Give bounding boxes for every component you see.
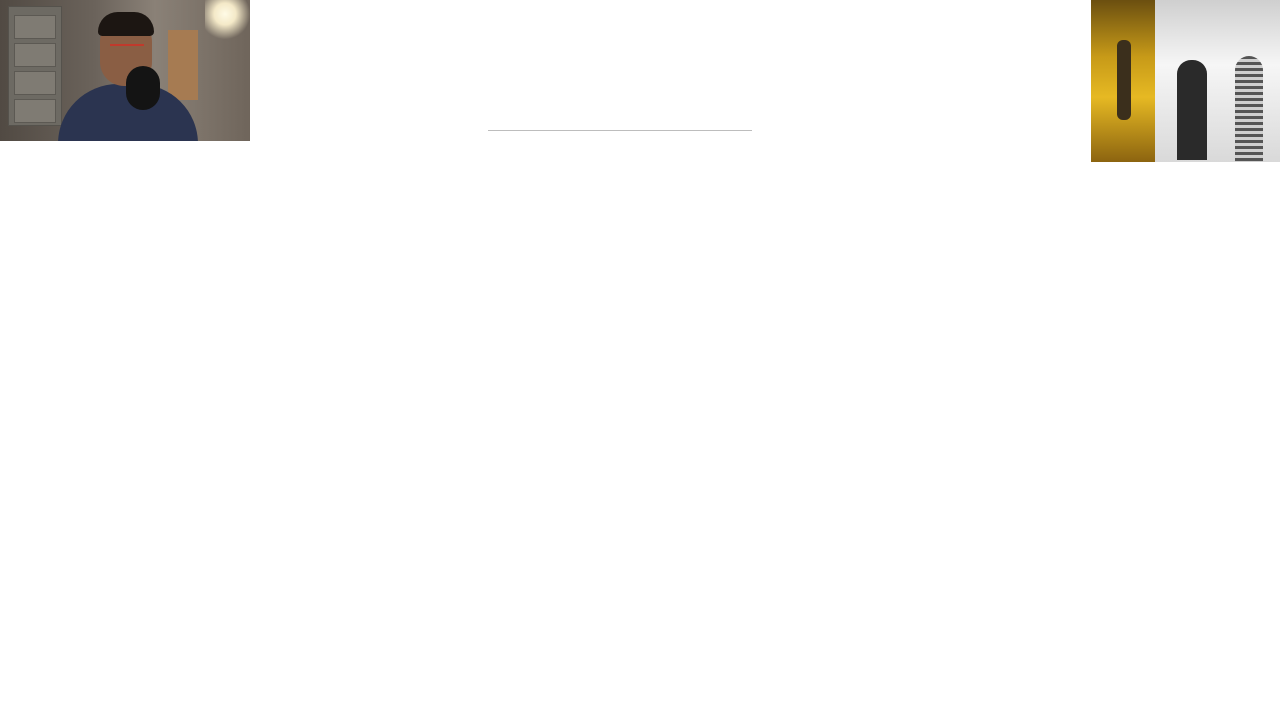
filing-cabinet (8, 6, 62, 126)
doorway (168, 30, 198, 100)
channel-art-photo (1155, 0, 1280, 162)
channel-subtitle (1091, 0, 1124, 36)
cabinet-drawer (14, 15, 56, 39)
section-divider (488, 130, 752, 131)
streamer-hair (98, 12, 154, 36)
webcam-overlay (0, 0, 250, 141)
microphone-icon (126, 66, 160, 110)
crucifix-figure (1117, 40, 1131, 120)
ceiling-light (205, 0, 250, 40)
cabinet-drawer (14, 71, 56, 95)
streamer-glasses (110, 44, 144, 56)
channel-overlay (1091, 0, 1280, 162)
silhouette-figure (1177, 60, 1207, 160)
cabinet-drawer (14, 43, 56, 67)
channel-art-gold (1091, 0, 1155, 162)
cabinet-drawer (14, 99, 56, 123)
striped-figure (1235, 56, 1263, 162)
